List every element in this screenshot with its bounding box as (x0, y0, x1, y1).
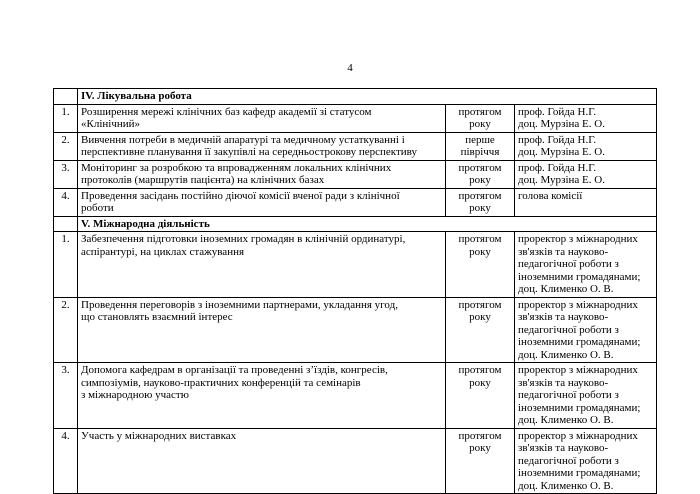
task-description (78, 160, 446, 188)
table-row (54, 363, 657, 429)
table-row (54, 188, 657, 216)
task-description-line: Допомога кафедрам в організації та проведенні з’їздів, конгресів, (81, 364, 388, 376)
task-responsible-line: доц. Клименко О. В. (518, 479, 614, 492)
task-term-line: року (469, 202, 491, 214)
task-description-line: Проведення засідань постійно діючої комісії вченої ради з клінічної (81, 189, 400, 202)
task-responsible-line: педагогічної роботи з (518, 454, 619, 467)
task-term-line: року (469, 311, 491, 323)
task-responsible-line: проф. Гойда Н.Г. (518, 105, 597, 118)
row-number (54, 297, 78, 363)
task-description (78, 363, 446, 429)
task-responsible-line: проректор з міжнародних (518, 429, 638, 442)
task-description-line: протоколів (маршрутів пацієнта) на клінічних базах (81, 174, 325, 186)
task-responsible-line: педагогічної роботи з (518, 323, 619, 336)
task-description-line: Моніторинг за розробкою та впровадженням локальних клінічних (81, 161, 392, 174)
row-number (54, 363, 78, 429)
task-term-line: протягом (458, 189, 502, 202)
table-row (54, 160, 657, 188)
task-responsible (515, 188, 657, 216)
task-responsible (515, 104, 657, 132)
task-responsible-line: проректор з міжнародних (518, 233, 638, 245)
task-description-line: з міжнародною участю (81, 389, 189, 401)
task-description (78, 297, 446, 363)
task-term (446, 132, 515, 160)
row-number (54, 132, 78, 160)
task-term-line: року (469, 174, 491, 186)
task-responsible-line: зв'язків та науково- (518, 311, 609, 323)
task-responsible (515, 363, 657, 429)
row-number (54, 104, 78, 132)
task-responsible-line: іноземними громадянами; (518, 270, 641, 283)
task-responsible-line: педагогічної роботи з (518, 389, 619, 401)
task-responsible-line: іноземними громадянами; (518, 401, 641, 414)
table-row (54, 132, 657, 160)
row-number (54, 160, 78, 188)
plan-table (53, 88, 657, 494)
section-number-cell (54, 216, 78, 232)
table-row (54, 104, 657, 132)
task-description (78, 132, 446, 160)
task-responsible-line: доц. Мурзіна Е. О. (518, 146, 605, 158)
task-term-line: року (469, 442, 491, 454)
task-responsible-line: зв'язків та науково- (518, 245, 609, 258)
task-responsible-line: доц. Мурзіна Е. О. (518, 118, 605, 130)
task-term (446, 232, 515, 298)
row-number (54, 428, 78, 494)
row-number-line: 1. (61, 105, 70, 118)
task-responsible-line: іноземними громадянами; (518, 467, 641, 479)
section-header-row (54, 89, 657, 105)
row-number-line: 4. (61, 429, 70, 442)
section-number-cell (54, 89, 78, 105)
task-responsible (515, 232, 657, 298)
task-term (446, 428, 515, 494)
task-responsible-line: проректор з міжнародних (518, 364, 638, 376)
row-number (54, 232, 78, 298)
task-term-line: перше (465, 133, 495, 146)
task-responsible-line: педагогічної роботи з (518, 258, 619, 270)
task-description (78, 232, 446, 298)
task-responsible-line: доц. Клименко О. В. (518, 348, 614, 361)
row-number-line: 3. (61, 364, 70, 376)
task-description-line: перспективне планування її закупівлі на середньострокову перспективу (81, 146, 417, 158)
task-term-line: року (469, 245, 491, 258)
section-title: IV. Лікувальна робота (78, 89, 657, 105)
task-responsible (515, 428, 657, 494)
task-term-line: протягом (458, 429, 502, 442)
task-responsible (515, 160, 657, 188)
row-number-line: 1. (61, 233, 70, 245)
task-term-line: півріччя (460, 146, 500, 158)
task-responsible-line: зв'язків та науково- (518, 376, 609, 389)
task-description-line: Проведення переговорів з іноземними партнерами, укладання угод, (81, 298, 398, 311)
task-term-line: року (469, 376, 491, 389)
task-term-line: протягом (458, 298, 502, 311)
task-responsible-line: проф. Гойда Н.Г. (518, 161, 597, 174)
task-description-line: «Клінічний» (81, 118, 141, 130)
task-term-line: протягом (458, 161, 502, 174)
task-term-line: протягом (458, 105, 502, 118)
task-description-line: Забезпечення підготовки іноземних громадян в клінічній ординатурі, (81, 233, 406, 245)
task-term (446, 297, 515, 363)
task-responsible (515, 132, 657, 160)
task-responsible (515, 297, 657, 363)
row-number-line: 2. (61, 298, 70, 311)
task-term (446, 160, 515, 188)
table-row (54, 232, 657, 298)
row-number-line: 3. (61, 161, 70, 174)
task-description-line: роботи (81, 202, 114, 214)
task-term-line: року (469, 118, 491, 130)
task-description (78, 428, 446, 494)
task-term (446, 104, 515, 132)
task-responsible-line: іноземними громадянами; (518, 336, 641, 348)
task-term-line: протягом (458, 364, 502, 376)
task-description-line: Участь у міжнародних виставках (81, 429, 237, 442)
task-description-line: симпозіумів, науково-практичних конференцій та семінарів (81, 376, 361, 389)
task-description-line: Розширення мережі клінічних баз кафедр академії зі статусом (81, 105, 372, 118)
page-number: 4 (347, 62, 353, 74)
task-description (78, 104, 446, 132)
task-term (446, 363, 515, 429)
task-term-line: протягом (458, 233, 502, 245)
row-number-line: 4. (61, 189, 70, 202)
task-responsible-line: голова комісії (518, 189, 583, 202)
task-description-line: Вивчення потреби в медичній апаратурі та медичному устаткуванні і (81, 133, 405, 146)
task-description-line: аспірантурі, на циклах стажування (81, 245, 245, 258)
row-number-line: 2. (61, 133, 70, 146)
task-responsible-line: доц. Мурзіна Е. О. (518, 174, 605, 186)
task-responsible-line: доц. Клименко О. В. (518, 414, 614, 426)
task-responsible-line: доц. Клименко О. В. (518, 283, 614, 295)
section-title: V. Міжнародна діяльність (78, 216, 657, 232)
task-responsible-line: зв'язків та науково- (518, 442, 609, 454)
task-responsible-line: проф. Гойда Н.Г. (518, 133, 597, 146)
table-row (54, 428, 657, 494)
task-description-line: що становлять взаємний інтерес (81, 311, 233, 323)
plan-table-body (54, 89, 657, 494)
row-number (54, 188, 78, 216)
task-term (446, 188, 515, 216)
task-responsible-line: проректор з міжнародних (518, 298, 638, 311)
task-description (78, 188, 446, 216)
table-row (54, 297, 657, 363)
section-header-row (54, 216, 657, 232)
